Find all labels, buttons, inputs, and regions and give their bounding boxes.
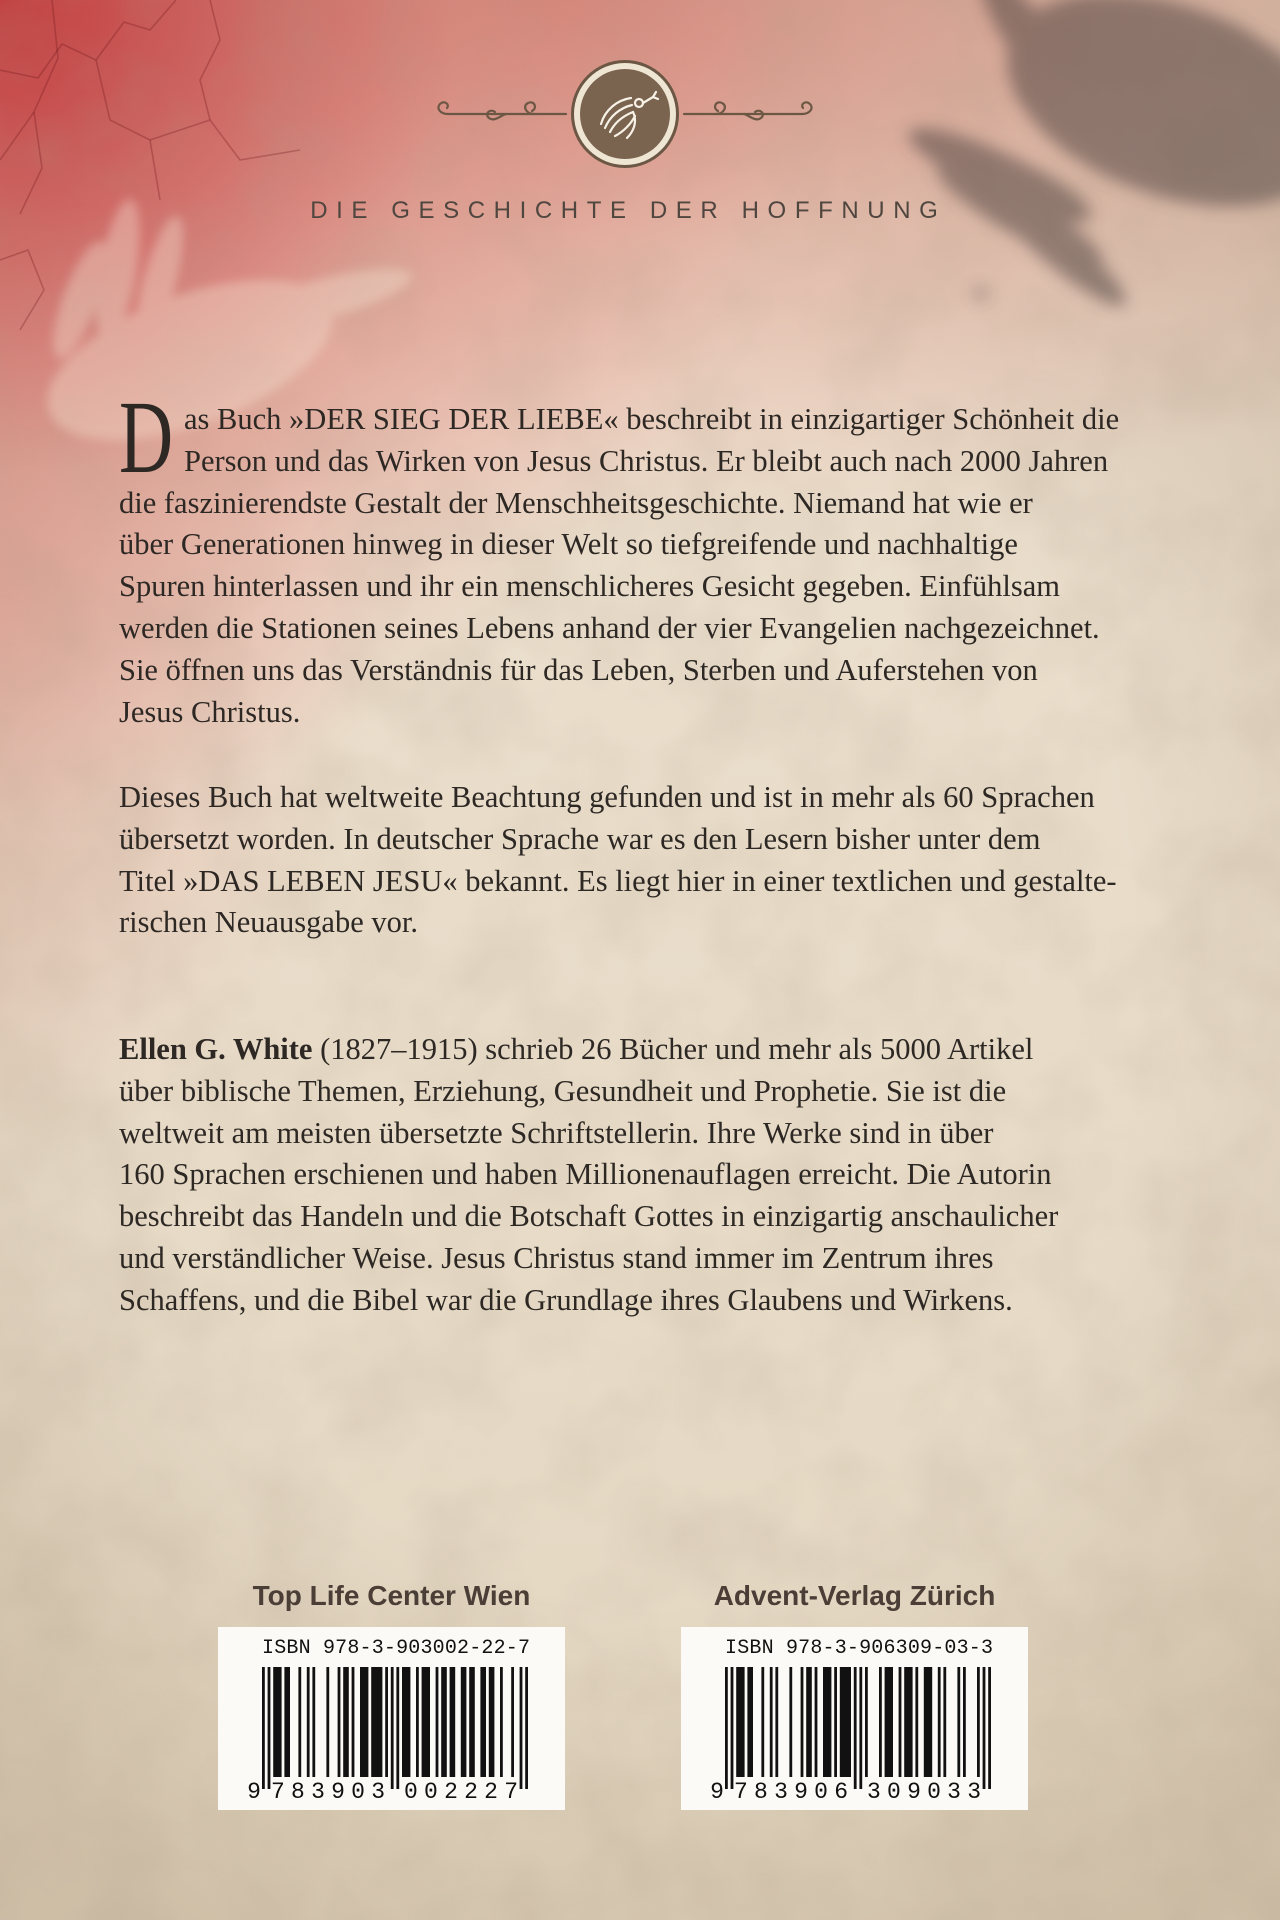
barcode-bar: [885, 1667, 893, 1777]
isbn-barcode-label: [681, 1627, 1028, 1810]
barcode-guard-bar: [854, 1667, 857, 1789]
text-line: Dieses Buch hat weltweite Beachtung gefunden und ist in mehr als 60 Sprachen: [119, 780, 1095, 814]
isbn-text: ISBN 978-3-903002-22-7: [262, 1637, 530, 1660]
barcode-bar: [899, 1667, 902, 1777]
barcode-bar: [284, 1667, 290, 1777]
series-ornament: [0, 0, 1280, 180]
barcode-bar: [402, 1667, 410, 1777]
isbn-barcode: [681, 1627, 1028, 1810]
barcode-bars: [262, 1667, 528, 1789]
barcode-bar: [770, 1667, 773, 1777]
barcode-bar: [915, 1667, 918, 1777]
text-line: Spuren hinterlassen und ihr ein menschlicheres Gesicht gegeben. Einfühlsam: [119, 569, 1061, 604]
barcode-guard-bar: [988, 1667, 991, 1789]
barcode-bar: [747, 1667, 753, 1777]
barcode-right-digits: 309033: [867, 1779, 981, 1805]
text-line: über biblische Themen, Erziehung, Gesundheit und Prophetie. Sie ist die: [119, 1073, 1007, 1108]
barcode-guard-bar: [391, 1667, 394, 1789]
series-title: DIE GESCHICHTE DER HOFFNUNG: [310, 197, 947, 224]
text-line: [119, 1029, 1159, 1071]
barcode-bar: [441, 1667, 447, 1777]
author-bio-text: (1827–1915) schrieb 26 Bücher und mehr als 5000 Artikel: [320, 1032, 1034, 1066]
barcode-bar: [338, 1667, 341, 1777]
barcode-bar: [371, 1667, 382, 1777]
barcode-guard-bar: [983, 1667, 986, 1789]
description-paragraph-2: [119, 777, 1159, 944]
drop-cap: D: [119, 380, 174, 495]
barcode-bar: [775, 1667, 778, 1777]
text-line: und verständlicher Weise. Jesus Christus stand immer im Zentrum ihres: [119, 1240, 994, 1275]
text-line: rischen Neuausgabe vor.: [119, 905, 418, 940]
publisher-name: Top Life Center Wien: [252, 1580, 531, 1611]
barcode-bar: [343, 1667, 349, 1777]
barcode-bar: [385, 1667, 388, 1777]
text-line: Schaffens, und die Bibel war die Grundlage ihres Glaubens und Wirkens.: [119, 1282, 1013, 1317]
text-line: Titel »DAS LEBEN JESU« bekannt. Es liegt hier in einer textlichen und gestalte-: [119, 863, 1117, 898]
barcode-bar: [352, 1667, 355, 1777]
barcode-bar: [957, 1667, 960, 1777]
barcode-bar: [823, 1667, 831, 1777]
barcode-bar: [489, 1667, 495, 1777]
barcode-bar: [761, 1667, 764, 1777]
barcode-guard-bar: [262, 1667, 265, 1789]
barcode-bar: [436, 1667, 439, 1777]
barcode-bar: [500, 1667, 503, 1777]
barcode-bar: [511, 1667, 514, 1777]
text-line: Person und das Wirken von Jesus Christus. Er bleibt auch nach 2000 Jahren: [184, 443, 1109, 478]
text-line: übersetzt worden. In deutscher Sprache war es den Lesern bisher unter dem: [119, 821, 1041, 856]
barcode-bar: [865, 1667, 868, 1777]
text-line: die faszinierendste Gestalt der Menschheitsgeschichte. Niemand hat wie er: [119, 485, 1033, 520]
barcode-bar: [904, 1667, 912, 1777]
barcode-bar: [307, 1667, 310, 1777]
barcode-bar: [815, 1667, 818, 1777]
barcode-bars: [725, 1667, 991, 1789]
author-biography: [119, 1029, 1159, 1322]
barcode-guard-bar: [859, 1667, 862, 1789]
barcode-bar: [806, 1667, 812, 1777]
barcode-bar: [326, 1667, 329, 1777]
barcode-right-digits: 002227: [404, 1779, 518, 1805]
barcode-guard-bar: [731, 1667, 734, 1789]
isbn-text: ISBN 978-3-906309-03-3: [725, 1637, 993, 1660]
text-line: Sie öffnen uns das Verständnis für das Leben, Sterben und Auferstehen von: [119, 652, 1038, 687]
isbn-barcode: [218, 1627, 565, 1810]
barcode-left-digits: 783903: [271, 1779, 385, 1805]
barcode-bar: [422, 1667, 430, 1777]
barcode-bar: [298, 1667, 301, 1777]
barcode-bar: [938, 1667, 941, 1777]
barcode-bar: [461, 1667, 467, 1777]
barcode-bar: [736, 1667, 744, 1777]
description-paragraph-1: [119, 399, 1159, 733]
barcode-bar: [469, 1667, 475, 1777]
flourish-right-icon: [684, 102, 812, 119]
barcode-left-digits: 783906: [734, 1779, 848, 1805]
text-line: 160 Sprachen erschienen und haben Millionenauflagen erreicht. Die Autorin: [119, 1157, 1052, 1192]
barcode-bar: [312, 1667, 315, 1777]
barcode-bar: [273, 1667, 281, 1777]
barcode-bar: [360, 1667, 368, 1777]
barcode-lead-digit: 9: [710, 1779, 724, 1805]
barcode-bar: [789, 1667, 792, 1777]
barcode-bar: [480, 1667, 486, 1777]
isbn-barcode-label: [218, 1627, 565, 1810]
barcode-guard-bar: [525, 1667, 528, 1789]
barcode-bar: [834, 1667, 837, 1777]
barcode-lead-digit: 9: [247, 1779, 261, 1805]
barcode-bar: [977, 1667, 980, 1777]
barcode-bar: [416, 1667, 419, 1777]
barcode-guard-bar: [520, 1667, 523, 1789]
barcode-guard-bar: [268, 1667, 271, 1789]
barcode-bar: [924, 1667, 932, 1777]
flourish-left-icon: [438, 102, 566, 119]
text-line: as Buch »DER SIEG DER LIEBE« beschreibt in einzigartiger Schönheit die: [184, 402, 1120, 436]
author-name: Ellen G. White: [119, 1032, 313, 1066]
barcode-guard-bar: [396, 1667, 399, 1789]
barcode-bar: [450, 1667, 456, 1777]
text-line: beschreibt das Handeln und die Botschaft Gottes in einzigartig anschaulicher: [119, 1199, 1059, 1234]
barcode-guard-bar: [725, 1667, 728, 1789]
barcode-bar: [963, 1667, 966, 1777]
barcode-bar: [943, 1667, 946, 1777]
text-line: weltweit am meisten übersetzte Schriftstellerin. Ihre Werke sind in über: [119, 1115, 994, 1150]
text-line: Jesus Christus.: [119, 694, 301, 729]
publisher-name: Advent-Verlag Zürich: [713, 1580, 996, 1611]
text-line: über Generationen hinweg in dieser Welt so tiefgreifende und nachhaltige: [119, 527, 1018, 562]
text-line: werden die Stationen seines Lebens anhand der vier Evangelien nachgezeichnet.: [119, 610, 1100, 645]
barcode-bar: [801, 1667, 804, 1777]
barcode-bar: [879, 1667, 882, 1777]
barcode-bar: [840, 1667, 851, 1777]
angel-with-trumpet-icon: [571, 60, 679, 168]
